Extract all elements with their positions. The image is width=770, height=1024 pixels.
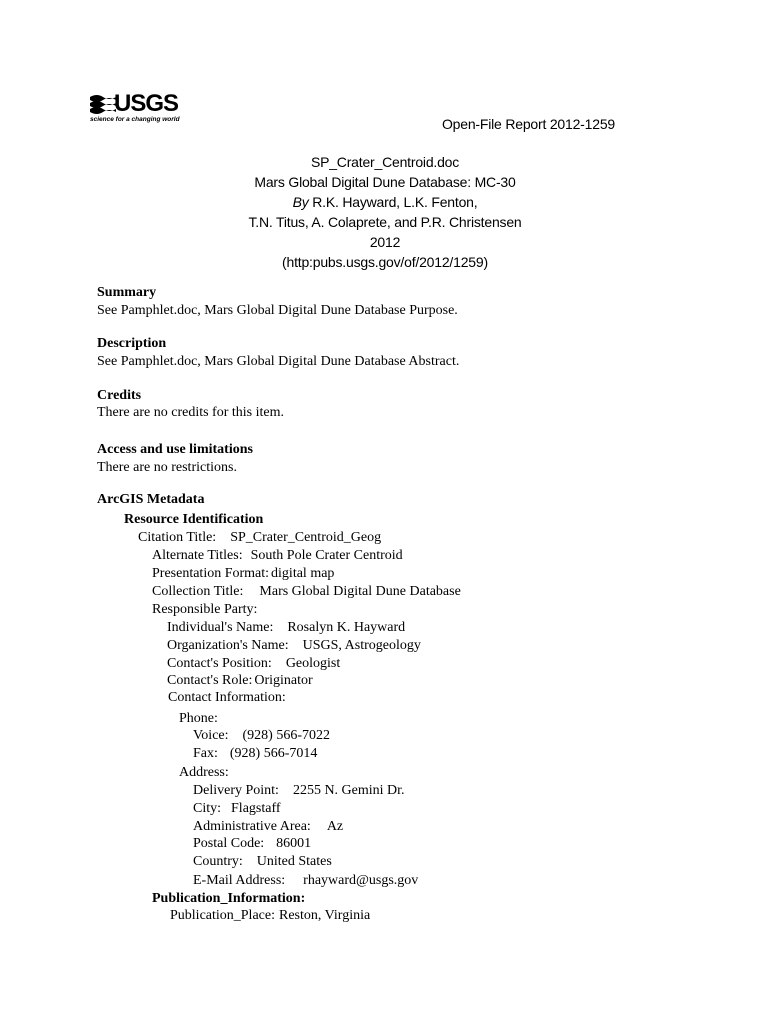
contact-information-label: Contact Information: [168,690,286,705]
citation-title-label: Citation Title: [138,530,217,545]
contact-role-value: Originator [254,673,313,688]
publication-place-value: Reston, Virginia [278,908,371,923]
description-text: See Pamphlet.doc, Mars Global Digital Dune Database Abstract. [97,354,460,369]
admin-area-value: Az [326,819,344,834]
logo-tagline: science for a changing world [90,116,180,123]
postal-code-label: Postal Code: [193,836,265,851]
authors-line-1 [0,192,770,212]
alternate-titles-value: South Pole Crater Centroid [250,548,403,563]
organization-name-value: USGS, Astrogeology [302,638,421,653]
citation-title-value: SP_Crater_Centroid_Geog [230,530,382,545]
contact-position-value: Geologist [285,656,341,671]
contact-role-label: Contact's Role: [167,673,253,688]
voice-label: Voice: [193,728,229,743]
phone-label: Phone: [179,711,218,726]
voice-value: (928) 566-7022 [242,728,331,743]
fax-label: Fax: [193,746,218,761]
publication-place-row [170,907,370,925]
individual-name-label: Individual's Name: [167,620,274,635]
delivery-point-value: 2255 N. Gemini Dr. [292,783,405,798]
postal-code-value: 86001 [276,836,312,851]
individual-name-value: Rosalyn K. Hayward [287,620,406,635]
alternate-titles-label: Alternate Titles: [152,548,243,563]
email-label: E-Mail Address: [193,873,286,888]
citation-title-row [138,529,381,547]
country-value: United States [256,854,332,869]
admin-area-row [193,818,343,836]
organization-name-label: Organization's Name: [167,638,289,653]
collection-title-label: Collection Title: [152,584,244,599]
city-row [193,800,281,818]
country-label: Country: [193,854,243,869]
document-title: Mars Global Digital Dune Database: MC-30 [254,174,516,190]
fax-row [193,745,317,763]
city-label: City: [193,801,222,816]
usgs-logo [90,90,186,130]
country-row [193,853,332,871]
summary-heading: Summary [97,285,157,300]
document-filename: SP_Crater_Centroid.doc [310,154,460,170]
publication-url: (http:pubs.usgs.gov/of/2012/1259) [282,254,488,270]
delivery-point-row [193,782,405,800]
report-number: Open-File Report 2012-1259 [441,116,615,132]
presentation-format-row [152,565,334,583]
access-text: There are no restrictions. [97,460,237,475]
title-block [0,152,770,272]
delivery-point-label: Delivery Point: [193,783,279,798]
authors-text-1: R.K. Hayward, L.K. Fenton, [312,194,478,210]
contact-role-row [167,672,313,690]
organization-name-row [167,637,421,655]
credits-heading: Credits [97,388,142,403]
presentation-format-value: digital map [271,566,335,581]
logo-wordmark: USGS [114,90,179,117]
fax-value: (928) 566-7014 [229,746,318,761]
publication-place-label: Publication_Place: [170,908,275,923]
voice-row [193,727,330,745]
collection-title-value: Mars Global Digital Dune Database [259,584,461,599]
city-value: Flagstaff [231,801,281,816]
contact-position-row [167,655,340,673]
address-label: Address: [179,765,229,780]
publication-year: 2012 [369,234,401,250]
usgs-wave-icon [90,94,116,114]
access-heading: Access and use limitations [97,442,253,457]
email-row [193,872,418,890]
by-label: By [292,194,309,210]
individual-name-row [167,619,405,637]
contact-position-label: Contact's Position: [167,656,272,671]
authors-line-2: T.N. Titus, A. Colaprete, and P.R. Christensen [248,214,522,230]
arcgis-metadata-heading: ArcGIS Metadata [97,492,205,507]
credits-text: There are no credits for this item. [97,405,284,420]
collection-title-row [152,583,461,601]
description-heading: Description [97,336,167,351]
postal-code-row [193,835,311,853]
resource-identification-heading: Resource Identification [124,512,264,527]
publication-information-heading: Publication_Information: [152,891,306,906]
responsible-party-label: Responsible Party: [152,602,258,617]
summary-text: See Pamphlet.doc, Mars Global Digital Dune Database Purpose. [97,303,458,318]
admin-area-label: Administrative Area: [193,819,311,834]
alternate-titles-row [152,547,403,565]
email-value: rhayward@usgs.gov [303,873,419,888]
presentation-format-label: Presentation Format: [152,566,270,581]
